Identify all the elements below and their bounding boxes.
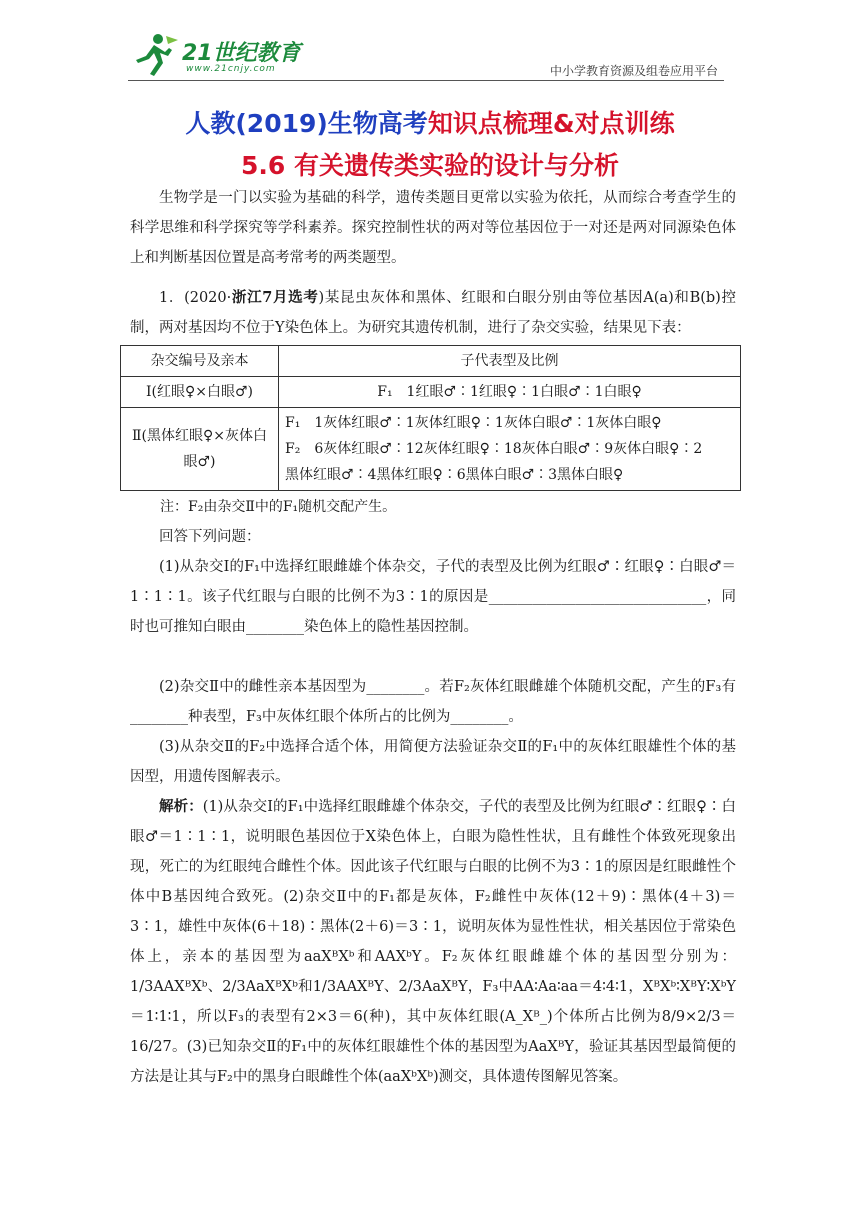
page-header [128, 32, 724, 82]
table-row [121, 377, 741, 408]
table-cell-results [279, 408, 741, 491]
table-note: 注：F₂由杂交Ⅱ中的F₁随机交配产生。 [160, 499, 397, 515]
intro-paragraph: 生物学是一门以实验为基础的科学，遗传类题目更常以实验为依托，从而综合考查学生的科学思维和科学探究等学科素养。探究控制性状的两对等位基因位于一对还是两对同源染色体上和判断基因位置是高考常考的两类题型。 [130, 190, 736, 266]
question-number: 1． [159, 290, 185, 306]
table-cell: F₁ 1红眼♂∶1红眼♀∶1白眼♂∶1白眼♀ [279, 377, 741, 408]
sub-question-3: (3)从杂交Ⅱ的F₂中选择合适个体，用简便方法验证杂交Ⅱ的F₁中的灰体红眼雄性个体的基因型，用遗传图解表示。 [130, 739, 736, 785]
question-source-close: ) [318, 290, 325, 306]
analysis-paragraph [130, 792, 736, 1092]
table-cell: Ⅰ(红眼♀×白眼♂) [121, 377, 279, 408]
sub-question-1: (1)从杂交Ⅰ的F₁中选择红眼雌雄个体杂交，子代的表型及比例为红眼♂∶红眼♀∶白眼♂＝1∶1∶1。该子代红眼与白眼的比例不为3∶1的原因是______________________________，同时也可推知白眼由________染色体上的隐性基因控制。 [130, 559, 736, 635]
table-row [121, 408, 741, 491]
title-part-red: 知识点梳理&对点训练 [427, 109, 675, 138]
sub-question-2: (2)杂交Ⅱ中的雌性亲本基因型为________。若F₂灰体红眼雌雄个体随机交配，产生的F₃有________种表型，F₃中灰体红眼个体所占的比例为________。 [130, 679, 736, 725]
analysis-label: 解析： [159, 798, 203, 815]
question-source-open: (2020· [184, 290, 232, 306]
question-text: 某昆虫灰体和黑体、红眼和白眼分别由等位基因A(a)和B(b)控制，两对基因均不位于Y染色体上。为研究其遗传机制，进行了杂交实验，结果见下表： [130, 290, 736, 336]
platform-label: 中小学教育资源及组卷应用平台 [549, 64, 718, 78]
table-header: 杂交编号及亲本 [121, 346, 279, 377]
header-divider [128, 80, 724, 81]
f2-result-b: 黑体红眼♂∶4黑体红眼♀∶6黑体白眼♂∶3黑体白眼♀ [285, 467, 624, 483]
f1-result: F₁ 1灰体红眼♂∶1灰体红眼♀∶1灰体白眼♂∶1灰体白眼♀ [285, 415, 662, 431]
prompt-line: 回答下列问题： [159, 529, 261, 545]
title-part-blue: 人教(2019)生物高考 [185, 109, 428, 138]
question-source: 浙江7月选考 [231, 289, 319, 306]
logo-text: 21世纪教育 [182, 41, 301, 66]
section-title: 5.6 有关遗传类实验的设计与分析 [241, 151, 619, 180]
question-stem [130, 283, 736, 343]
runner-icon [128, 32, 184, 78]
logo-url: www.21cnjy.com [186, 64, 276, 74]
table-cell: Ⅱ(黑体红眼♀×灰体白眼♂) [121, 408, 279, 491]
table-header: 子代表型及比例 [279, 346, 741, 377]
logo [128, 32, 308, 78]
doc-title [0, 108, 860, 140]
cross-table [120, 345, 741, 491]
table-header-row [121, 346, 741, 377]
f2-result-a: F₂ 6灰体红眼♂∶12灰体红眼♀∶18灰体白眼♂∶9灰体白眼♀∶2 [285, 441, 703, 457]
analysis-text: (1)从杂交Ⅰ的F₁中选择红眼雌雄个体杂交，子代的表型及比例为红眼♂∶红眼♀∶白眼♂＝1∶1∶1，说明眼色基因位于X染色体上，白眼为隐性性状，且有雌性个体致死现象出现，死亡的为红眼纯合雌性个体。因此该子代红眼与白眼的比例不为3∶1的原因是红眼雌性个体中B基因纯合致死。(2)杂交Ⅱ中的F₁都是灰体，F₂雌性中灰体(12＋9)∶黑体(4＋3)＝3∶1，雄性中灰体(6＋18)∶黑体(2＋6)＝3∶1，说明灰体为显性性状，相关基因位于常染色体上，亲本的基因型为aaXᴮXᵇ和AAXᵇY。F₂灰体红眼雌雄个体的基因型分别为：1/3AAXᴮXᵇ、2/3AaXᴮXᵇ和1/3AAXᴮY、2/3AaXᴮY，F₃中AA∶Aa∶aa＝4∶4∶1，XᴮXᵇ∶XᴮY∶XᵇY＝1∶1∶1，所以F₃的表型有2×3＝6(种)，其中灰体红眼(A_Xᴮ_)个体所占比例为8/9×2/3＝16/27。(3)已知杂交Ⅱ的F₁中的灰体红眼雄性个体的基因型为AaXᴮY，验证其基因型最简便的方法是让其与F₂中的黑身白眼雌性个体(aaXᵇXᵇ)测交，具体遗传图解见答案。 [130, 799, 736, 1085]
